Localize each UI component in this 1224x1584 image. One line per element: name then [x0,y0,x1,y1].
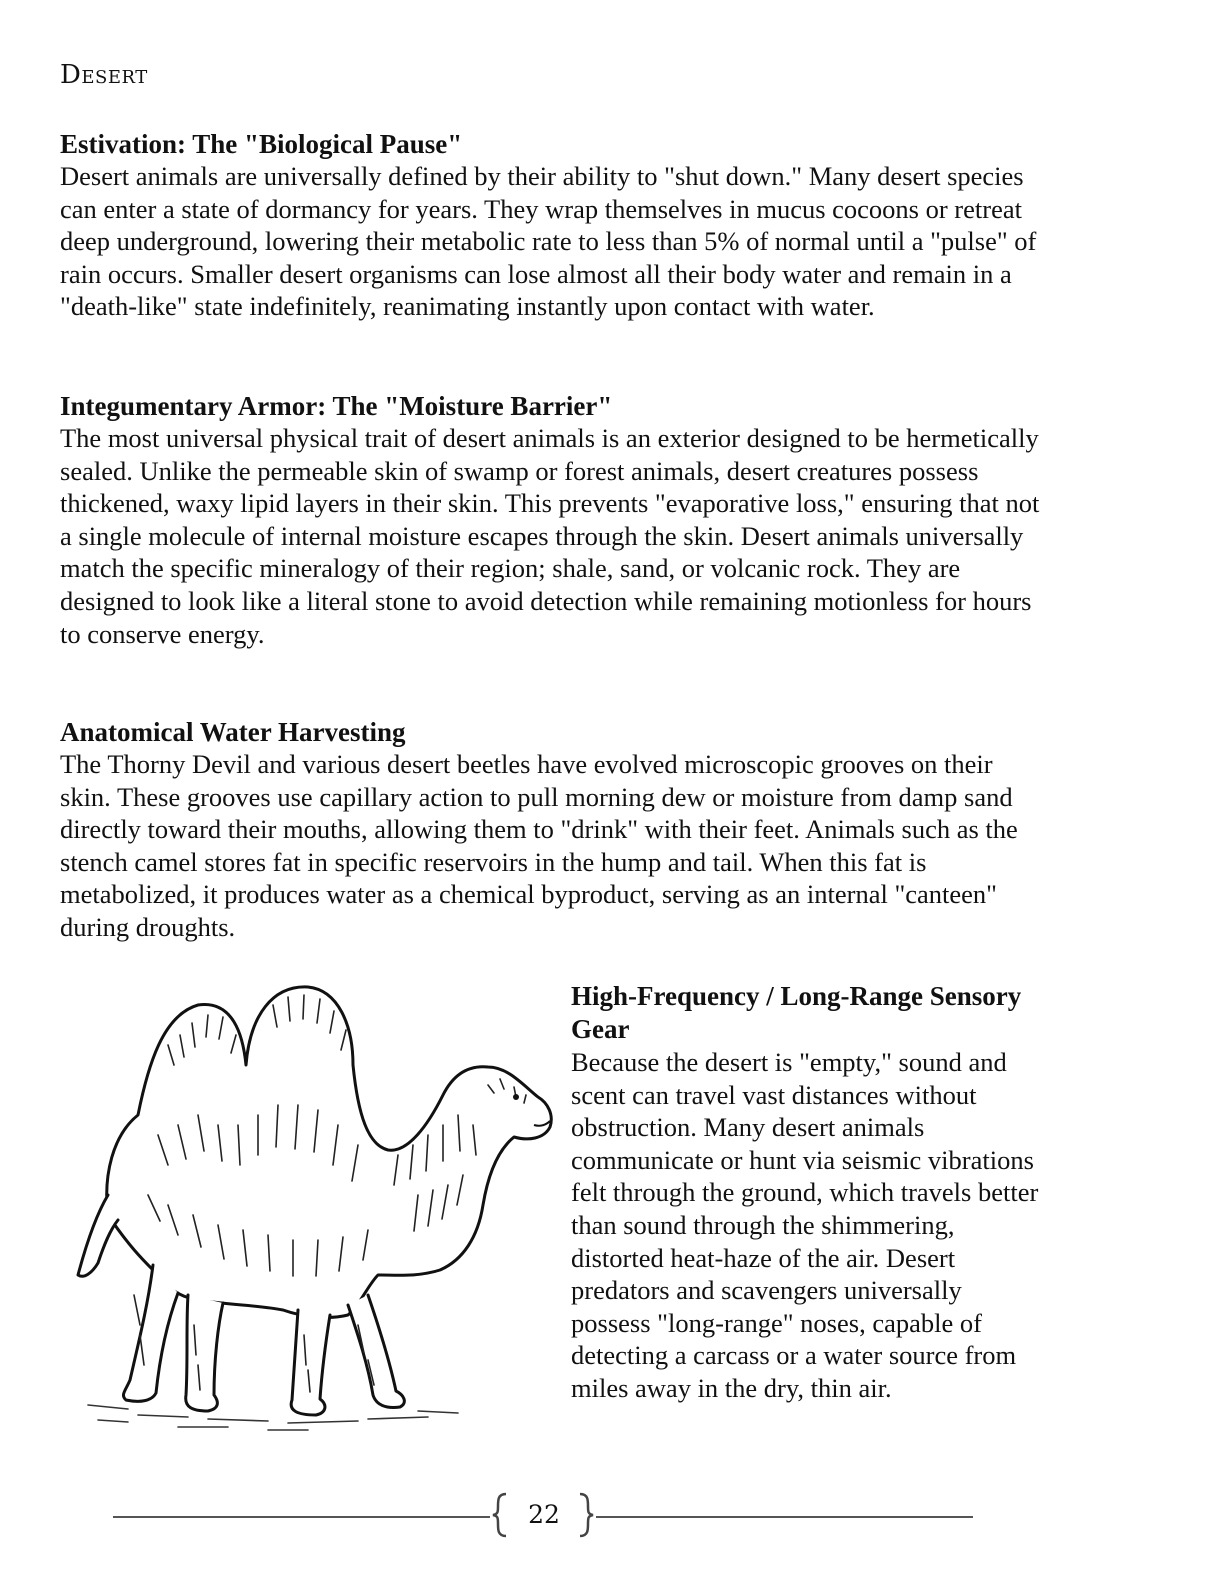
right-brace-icon [576,1492,596,1538]
section-body: Desert animals are universally defined by their ability to "shut down." Many desert species can enter a state of dormancy for years. They wrap themselves in mucus cocoons or retreat deep underground, lowering their metabolic rate to less than 5% of normal until a "pulse" of rain occurs. Smaller desert organisms can lose almost all their body water and remain in a "death-like" state indefinitely, reanimating instantly upon contact with water. [60,161,1037,322]
section-sensory-gear [571,980,1041,1405]
left-brace-icon [490,1492,510,1538]
footer-rule-left [113,1516,490,1518]
section-title: Integumentary Armor: The "Moisture Barrier" [60,391,613,421]
section-integumentary-armor [60,390,1040,650]
page-number: 22 [528,1500,560,1529]
section-body: The Thorny Devil and various desert beetles have evolved microscopic grooves on their skin. These grooves use capillary action to pull morning dew or moisture from damp sand directly toward their mouths, allowing them to "drink" with their feet. Animals such as the stench camel stores fat in specific reservoirs in the hump and tail. When this fat is metabolized, it produces water as a chemical byproduct, serving as an internal "canteen" during droughts. [60,749,1018,942]
section-title: Anatomical Water Harvesting [60,717,406,747]
section-water-harvesting [60,716,1040,944]
page-footer [0,1490,1224,1550]
section-title: High-Frequency / Long-Range Sensory Gear [571,981,1022,1044]
camel-illustration [68,975,558,1435]
section-title: Estivation: The "Biological Pause" [60,129,463,159]
running-head: Desert [60,60,148,90]
footer-rule-right [596,1516,973,1518]
section-body: The most universal physical trait of desert animals is an exterior designed to be hermetically sealed. Unlike the permeable skin of swamp or forest animals, desert creatures possess thickened, waxy lipid layers in their skin. This prevents "evaporative loss," ensuring that not a single molecule of internal moisture escapes through the skin. Desert animals universally match the specific mineralogy of their region; shale, sand, or volcanic rock. They are designed to look like a literal stone to avoid detection while remaining motionless for hours to conserve energy. [60,423,1040,649]
section-body: Because the desert is "empty," sound and scent can travel vast distances without obstruction. Many desert animals communicate or hunt via seismic vibrations felt through the ground, which travels better than sound through the shimmering, distorted heat-haze of the air. Desert predators and scavengers universally possess "long-range" noses, capable of detecting a carcass or a water source from miles away in the dry, thin air. [571,1047,1039,1403]
section-estivation [60,128,1040,323]
